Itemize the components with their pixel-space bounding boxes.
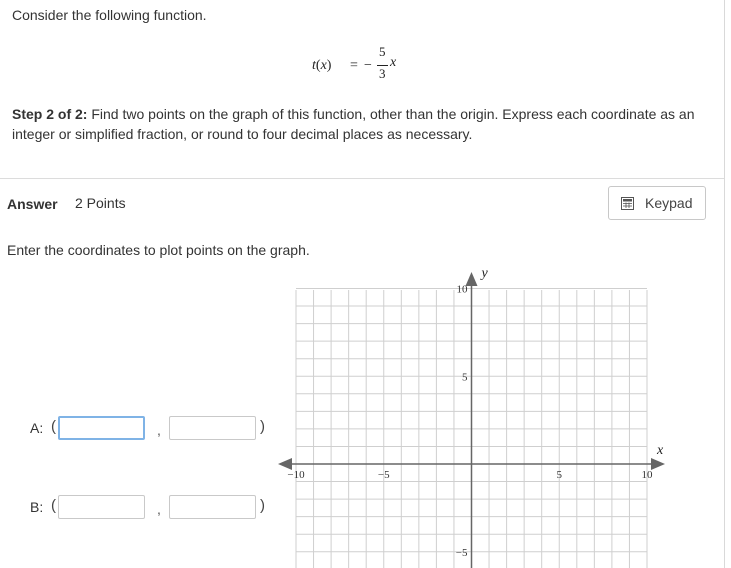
y-axis-label: y — [481, 266, 488, 281]
formula-paren-open: ( — [315, 58, 321, 73]
point-a-comma: , — [157, 422, 161, 438]
formula-paren-close: ) — [326, 58, 332, 73]
formula-lhs-var: x — [320, 58, 327, 73]
graph-tick-labels — [287, 284, 653, 559]
formula-function-name: t — [312, 58, 316, 73]
point-b-comma: , — [157, 501, 161, 517]
x-tick-label: 10 — [641, 469, 653, 481]
x-tick-label: −5 — [377, 469, 390, 481]
plot-instruction: Enter the coordinates to plot points on the graph. — [7, 242, 310, 258]
formula-variable: x — [390, 55, 397, 70]
point-b-close-paren: ) — [260, 497, 265, 514]
x-tick-label: −10 — [287, 469, 305, 481]
formula-numerator: 5 — [379, 44, 386, 59]
points-label: 2 Points — [75, 195, 126, 211]
x-axis-label: x — [657, 443, 664, 458]
y-tick-label: 5 — [462, 371, 468, 384]
x-tick-label: 5 — [556, 469, 562, 481]
y-tick-label: −5 — [455, 546, 468, 559]
formula-sign: − — [364, 58, 372, 73]
answer-label: Answer — [7, 196, 58, 212]
point-a-close-paren: ) — [260, 418, 265, 435]
point-b-label: B: — [30, 499, 44, 515]
formula-equals: = — [350, 58, 358, 73]
x-axis-arrow-right — [651, 458, 665, 470]
step-text: Find two points on the graph of this function, other than the origin. Express each coordinate as an integer or simplified fraction, or round to four decimal places as necessary. — [12, 106, 695, 142]
question-intro: Consider the following function. — [12, 7, 207, 23]
point-a-open-paren: ( — [51, 418, 56, 435]
point-a-label: A: — [30, 420, 44, 436]
y-tick-label: 10 — [456, 283, 468, 296]
formula-denominator: 3 — [379, 66, 386, 81]
step-label: Step 2 of 2: — [12, 106, 88, 122]
graph-axes — [278, 272, 665, 568]
point-b-open-paren: ( — [51, 497, 56, 514]
keypad-label: Keypad — [645, 195, 693, 211]
